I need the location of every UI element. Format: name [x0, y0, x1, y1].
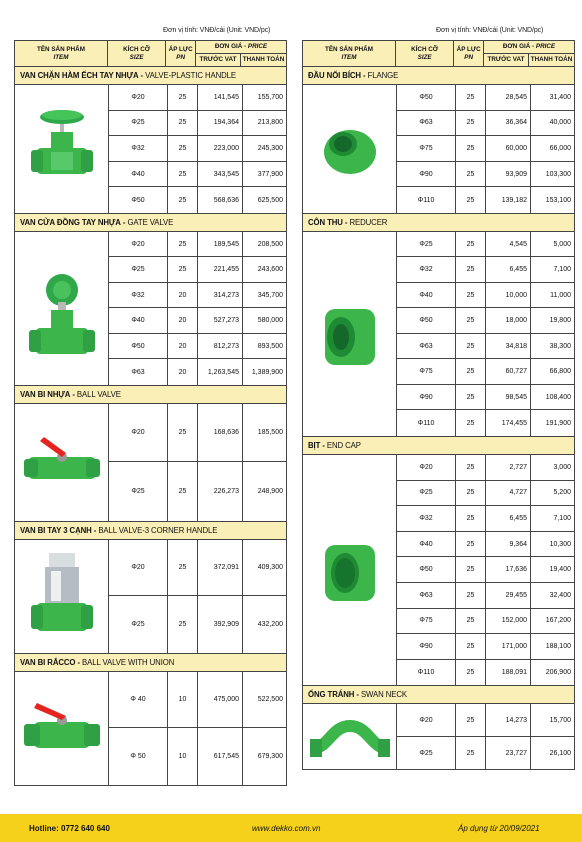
pre-vat-cell: 14,273 [486, 704, 531, 736]
total-cell: 191,900 [545, 419, 571, 427]
pn-cell: 20 [168, 308, 198, 333]
pre-vat-cell: 60,000 [486, 136, 531, 161]
pre-vat-cell: 9,364 [486, 532, 531, 557]
pn-cell: 25 [168, 540, 198, 596]
flange-icon [303, 85, 397, 213]
table-row [397, 187, 574, 213]
product-group [15, 404, 286, 522]
size-cell: Φ40 [109, 162, 168, 187]
table-row [397, 111, 574, 137]
size-cell: Φ110 [397, 187, 456, 213]
size-cell: Φ25 [397, 232, 456, 257]
table-row [397, 583, 574, 609]
pre-vat-cell: 139,182 [486, 187, 531, 213]
table-row [397, 532, 574, 558]
pre-vat-cell: 617,545 [198, 728, 243, 785]
pn-cell: 20 [168, 334, 198, 359]
table-row [397, 410, 574, 436]
reducer-icon [303, 232, 397, 436]
size-cell: Φ20 [109, 540, 168, 596]
size-cell: Φ25 [397, 737, 456, 770]
pre-vat-cell: 223,000 [198, 136, 243, 161]
table-row [397, 232, 574, 258]
total-cell: 432,200 [257, 621, 283, 629]
table-row [397, 136, 574, 162]
pn-cell: 25 [168, 162, 198, 187]
total-cell: 155,700 [257, 93, 283, 101]
table-row [397, 737, 574, 770]
table-row [109, 672, 286, 729]
table-header [303, 41, 574, 67]
table-row [397, 85, 574, 111]
total-cell: 19,800 [549, 317, 571, 325]
total-cell: 409,300 [257, 564, 283, 572]
product-group [15, 672, 286, 785]
total-cell: 625,500 [257, 196, 283, 204]
total-cell: 31,400 [549, 93, 571, 101]
size-cell: Φ63 [397, 583, 456, 608]
pn-cell: 25 [168, 404, 198, 462]
unit-note-right: Đơn vị tính: VNĐ/cái (Unit: VND/pc) [436, 27, 544, 34]
pn-cell: 25 [456, 136, 486, 161]
total-cell: 248,900 [257, 488, 283, 496]
section-title: BỊT - END CAP [303, 437, 574, 455]
total-cell: 153,100 [545, 196, 571, 204]
website-link[interactable]: www.dekko.com.vn [252, 823, 321, 833]
table-row [109, 540, 286, 597]
pre-vat-cell: 568,636 [198, 187, 243, 213]
col-size: KÍCH CỠ SIZE [396, 41, 454, 66]
table-row [109, 404, 286, 463]
total-cell: 5,000 [553, 240, 571, 248]
product-group [15, 85, 286, 214]
total-cell: 26,100 [549, 749, 571, 757]
pn-cell: 25 [456, 283, 486, 308]
size-cell: Φ25 [109, 462, 168, 521]
pre-vat-cell: 36,364 [486, 111, 531, 136]
pre-vat-cell: 6,455 [486, 506, 531, 531]
pre-vat-cell: 168,636 [198, 404, 243, 462]
table-row [109, 308, 286, 334]
total-cell: 108,400 [545, 393, 571, 401]
table-row [397, 162, 574, 188]
pre-vat-cell: 4,727 [486, 481, 531, 506]
pn-cell: 25 [168, 85, 198, 110]
total-cell: 15,700 [549, 716, 571, 724]
corner-handle-valve-icon [15, 540, 109, 653]
table-row [397, 609, 574, 635]
size-cell: Φ75 [397, 359, 456, 384]
col-price: ĐƠN GIÁ - PRICE TRƯỚC VAT THANH TOÁN [196, 41, 286, 66]
pn-cell: 25 [456, 704, 486, 736]
total-cell: 243,600 [257, 266, 283, 274]
size-cell: Φ25 [109, 257, 168, 282]
pre-vat-cell: 226,273 [198, 462, 243, 521]
pn-cell: 25 [168, 596, 198, 653]
col-pn: ÁP LỰC PN [166, 41, 196, 66]
section-title: VAN CHẶN HÀM ẾCH TAY NHỰA - VALVE-PLASTIC HANDLE [15, 67, 286, 85]
pre-vat-cell: 60,727 [486, 359, 531, 384]
pn-cell: 25 [456, 308, 486, 333]
table-row [109, 111, 286, 137]
size-cell: Φ20 [397, 455, 456, 480]
size-cell: Φ32 [109, 136, 168, 161]
footer-bar [0, 814, 582, 842]
pn-cell: 25 [456, 557, 486, 582]
size-cell: Φ20 [109, 85, 168, 110]
total-cell: 245,300 [257, 144, 283, 152]
gate-valve-icon [15, 232, 109, 385]
section-title: VAN BI TAY 3 CẠNH - BALL VALVE-3 CORNER HANDLE [15, 522, 286, 540]
pn-cell: 25 [456, 232, 486, 257]
pn-cell: 25 [456, 634, 486, 659]
total-cell: 11,000 [550, 291, 571, 299]
size-cell: Φ90 [397, 634, 456, 659]
pre-vat-cell: 475,000 [198, 672, 243, 728]
total-cell: 7,100 [553, 266, 571, 274]
size-cell: Φ32 [109, 283, 168, 308]
section-title: ĐẦU NỐI BÍCH - FLANGE [303, 67, 574, 85]
total-cell: 5,200 [553, 489, 571, 497]
col-item: TÊN SẢN PHẨM ITEM [15, 41, 108, 66]
product-group [303, 455, 574, 686]
table-row [109, 462, 286, 521]
total-cell: 32,400 [549, 591, 571, 599]
pre-vat-cell: 527,273 [198, 308, 243, 333]
pn-cell: 25 [456, 532, 486, 557]
pre-vat-cell: 221,455 [198, 257, 243, 282]
pn-cell: 20 [168, 283, 198, 308]
union-ball-valve-icon [15, 672, 109, 785]
total-cell: 1,389,900 [251, 368, 283, 376]
size-cell: Φ25 [397, 481, 456, 506]
pn-cell: 10 [168, 672, 198, 728]
size-cell: Φ90 [397, 162, 456, 187]
table-row [397, 660, 574, 686]
pn-cell: 25 [456, 162, 486, 187]
total-cell: 208,500 [257, 240, 283, 248]
pn-cell: 25 [456, 385, 486, 410]
total-cell: 38,300 [549, 342, 571, 350]
total-cell: 103,300 [545, 170, 571, 178]
pre-vat-cell: 1,263,545 [198, 359, 243, 385]
table-row [397, 557, 574, 583]
col-pn: ÁP LỰC PN [454, 41, 484, 66]
pre-vat-cell: 93,909 [486, 162, 531, 187]
pre-vat-cell: 343,545 [198, 162, 243, 187]
total-cell: 188,100 [545, 642, 571, 650]
pn-cell: 25 [456, 187, 486, 213]
pn-cell: 25 [456, 455, 486, 480]
hotline: Hotline: 0772 640 640 [29, 823, 110, 833]
size-cell: Φ50 [397, 308, 456, 333]
price-table-left [14, 40, 287, 786]
total-cell: 3,000 [553, 463, 571, 471]
pre-vat-cell: 188,091 [486, 660, 531, 686]
size-cell: Φ75 [397, 609, 456, 634]
table-row [109, 85, 286, 111]
size-cell: Φ110 [397, 660, 456, 686]
pn-cell: 25 [456, 506, 486, 531]
pn-cell: 10 [168, 728, 198, 785]
col-price: ĐƠN GIÁ - PRICE TRƯỚC VAT THANH TOÁN [484, 41, 574, 66]
pre-vat-cell: 23,727 [486, 737, 531, 770]
pn-cell: 25 [456, 609, 486, 634]
pn-cell: 25 [456, 410, 486, 436]
total-cell: 10,300 [549, 540, 571, 548]
pre-vat-cell: 2,727 [486, 455, 531, 480]
total-cell: 66,800 [549, 368, 571, 376]
size-cell: Φ63 [109, 359, 168, 385]
size-cell: Φ90 [397, 385, 456, 410]
pn-cell: 25 [456, 111, 486, 136]
pre-vat-cell: 171,000 [486, 634, 531, 659]
product-group [15, 540, 286, 654]
col-item: TÊN SẢN PHẨM ITEM [303, 41, 396, 66]
pre-vat-cell: 189,545 [198, 232, 243, 257]
total-cell: 213,800 [257, 119, 283, 127]
size-cell: Φ25 [109, 111, 168, 136]
total-cell: 206,900 [545, 669, 571, 677]
size-cell: Φ 50 [109, 728, 168, 785]
table-row [397, 283, 574, 309]
size-cell: Φ32 [397, 257, 456, 282]
table-row [109, 257, 286, 283]
product-group [15, 232, 286, 386]
size-cell: Φ50 [109, 334, 168, 359]
pre-vat-cell: 29,455 [486, 583, 531, 608]
size-cell: Φ110 [397, 410, 456, 436]
table-row [109, 232, 286, 258]
table-row [109, 162, 286, 188]
pn-cell: 25 [168, 257, 198, 282]
pre-vat-cell: 4,545 [486, 232, 531, 257]
size-cell: Φ75 [397, 136, 456, 161]
pn-cell: 25 [168, 462, 198, 521]
pn-cell: 20 [168, 359, 198, 385]
size-cell: Φ25 [109, 596, 168, 653]
table-row [109, 136, 286, 162]
table-row [109, 334, 286, 360]
total-cell: 66,000 [549, 144, 571, 152]
pn-cell: 25 [456, 359, 486, 384]
total-cell: 580,000 [257, 317, 283, 325]
pn-cell: 25 [456, 334, 486, 359]
ball-valve-icon [15, 404, 109, 521]
section-title: VAN BI RẮCCO - BALL VALVE WITH UNION [15, 654, 286, 672]
product-group [303, 704, 574, 769]
size-cell: Φ20 [397, 704, 456, 736]
table-row [397, 359, 574, 385]
section-title: CÔN THU - REDUCER [303, 214, 574, 232]
total-cell: 40,000 [549, 119, 571, 127]
table-row [109, 359, 286, 385]
size-cell: Φ20 [109, 404, 168, 462]
pre-vat-cell: 98,545 [486, 385, 531, 410]
table-row [109, 596, 286, 653]
pre-vat-cell: 10,000 [486, 283, 531, 308]
pre-vat-cell: 17,636 [486, 557, 531, 582]
size-cell: Φ 40 [109, 672, 168, 728]
table-row [397, 385, 574, 411]
pre-vat-cell: 314,273 [198, 283, 243, 308]
total-cell: 167,200 [545, 617, 571, 625]
pre-vat-cell: 6,455 [486, 257, 531, 282]
pn-cell: 25 [168, 111, 198, 136]
table-row [397, 481, 574, 507]
table-row [397, 455, 574, 481]
plastic-handle-valve-icon [15, 85, 109, 213]
pre-vat-cell: 18,000 [486, 308, 531, 333]
pre-vat-cell: 34,818 [486, 334, 531, 359]
col-size: KÍCH CỠ SIZE [108, 41, 166, 66]
total-cell: 377,900 [257, 170, 283, 178]
size-cell: Φ50 [109, 187, 168, 213]
pn-cell: 25 [456, 660, 486, 686]
size-cell: Φ40 [397, 283, 456, 308]
table-row [397, 704, 574, 737]
pn-cell: 25 [168, 187, 198, 213]
pn-cell: 25 [168, 232, 198, 257]
total-cell: 19,400 [549, 566, 571, 574]
total-cell: 522,500 [257, 696, 283, 704]
table-header [15, 41, 286, 67]
pre-vat-cell: 28,545 [486, 85, 531, 110]
size-cell: Φ20 [109, 232, 168, 257]
pn-cell: 25 [456, 85, 486, 110]
total-cell: 893,500 [257, 342, 283, 350]
total-cell: 185,500 [257, 429, 283, 437]
table-row [109, 187, 286, 213]
table-row [397, 634, 574, 660]
end-cap-icon [303, 455, 397, 685]
size-cell: Φ63 [397, 111, 456, 136]
table-row [109, 283, 286, 309]
pre-vat-cell: 174,455 [486, 410, 531, 436]
pre-vat-cell: 372,091 [198, 540, 243, 596]
section-title: ỐNG TRÁNH - SWAN NECK [303, 686, 574, 704]
total-cell: 679,300 [257, 753, 283, 761]
table-row [397, 257, 574, 283]
size-cell: Φ40 [109, 308, 168, 333]
section-title: VAN BI NHỰA - BALL VALVE [15, 386, 286, 404]
section-title: VAN CỬA ĐỒNG TAY NHỰA - GATE VALVE [15, 214, 286, 232]
pn-cell: 25 [456, 737, 486, 770]
pn-cell: 25 [456, 481, 486, 506]
swan-neck-icon [303, 704, 397, 769]
pn-cell: 25 [456, 257, 486, 282]
pn-cell: 25 [168, 136, 198, 161]
table-row [109, 728, 286, 785]
pre-vat-cell: 812,273 [198, 334, 243, 359]
table-row [397, 308, 574, 334]
pre-vat-cell: 141,545 [198, 85, 243, 110]
total-cell: 345,700 [257, 291, 283, 299]
unit-note-left: Đơn vị tính: VNĐ/cái (Unit: VND/pc) [163, 27, 271, 34]
pn-cell: 25 [456, 583, 486, 608]
product-group [303, 85, 574, 214]
pre-vat-cell: 392,909 [198, 596, 243, 653]
table-row [397, 334, 574, 360]
product-group [303, 232, 574, 437]
size-cell: Φ50 [397, 85, 456, 110]
pre-vat-cell: 152,000 [486, 609, 531, 634]
table-row [397, 506, 574, 532]
size-cell: Φ63 [397, 334, 456, 359]
total-cell: 7,100 [553, 514, 571, 522]
pre-vat-cell: 194,364 [198, 111, 243, 136]
price-table-right [302, 40, 575, 770]
size-cell: Φ32 [397, 506, 456, 531]
size-cell: Φ50 [397, 557, 456, 582]
effective-date: Áp dụng từ 20/09/2021 [458, 823, 540, 833]
size-cell: Φ40 [397, 532, 456, 557]
